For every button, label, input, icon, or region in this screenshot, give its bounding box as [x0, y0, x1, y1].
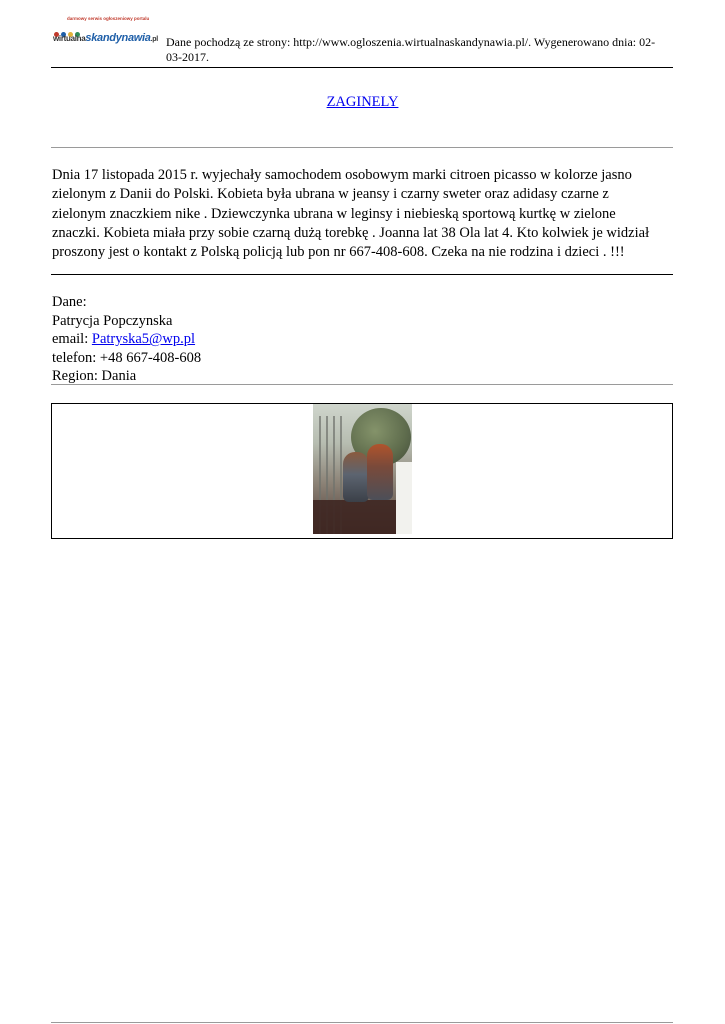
- logo-word-part1: wirtualna: [53, 34, 86, 43]
- contact-name: Patrycja Popczynska: [52, 312, 173, 329]
- contact-divider: [51, 384, 673, 385]
- email-label: email:: [52, 331, 89, 348]
- contact-heading: Dane:: [52, 294, 87, 310]
- logo-wordmark: [53, 28, 158, 46]
- header-divider: [51, 67, 673, 68]
- listing-title-link[interactable]: ZAGINELY: [326, 94, 399, 110]
- logo-tagline: darmowy serwis ogłoszeniowy portalu: [67, 16, 150, 21]
- site-logo: [53, 16, 159, 46]
- contact-block: [52, 293, 201, 386]
- photo-figure-left: [343, 452, 369, 502]
- title-divider: [51, 147, 673, 148]
- footer-divider: [51, 1022, 673, 1023]
- listing-photo[interactable]: [313, 404, 412, 534]
- photo-wall: [396, 462, 412, 534]
- photo-gallery: [51, 403, 673, 539]
- contact-email-row: [52, 330, 201, 349]
- source-note: Dane pochodzą ze strony: http://www.ogloszenia.wirtualnaskandynawia.pl/. Wygenerowano dnia: 02-03-2017.: [166, 35, 656, 64]
- email-link[interactable]: Patryska5@wp.pl: [91, 331, 196, 348]
- description-divider: [51, 274, 673, 275]
- contact-region: Region: Dania: [52, 368, 137, 385]
- logo-word-part2: skandynawia: [85, 32, 151, 44]
- photo-figure-right: [367, 444, 393, 500]
- contact-phone: telefon: +48 667-408-608: [52, 349, 202, 366]
- listing-description: Dnia 17 listopada 2015 r. wyjechały samochodem osobowym marki citroen picasso w kolorze jasno zielonym z Danii do Polski. Kobieta była ubrana w jeansy i czarny sweter oraz adidasy czarne z zielonym znaczkiem nike . Dziewczynka ubrana w leginsy i niebieską sportową kurtkę w zielone znaczki. Kobieta miała przy sobie czarną dużą torebkę . Joanna lat 38 Ola lat 4. Kto kolwiek je widział proszony jest o kontakt z Polską policją lub pon nr 667-408-608. Czeka na nie rodzina i dzieci . !!!: [52, 167, 650, 261]
- logo-word-part3: .pl: [150, 36, 158, 43]
